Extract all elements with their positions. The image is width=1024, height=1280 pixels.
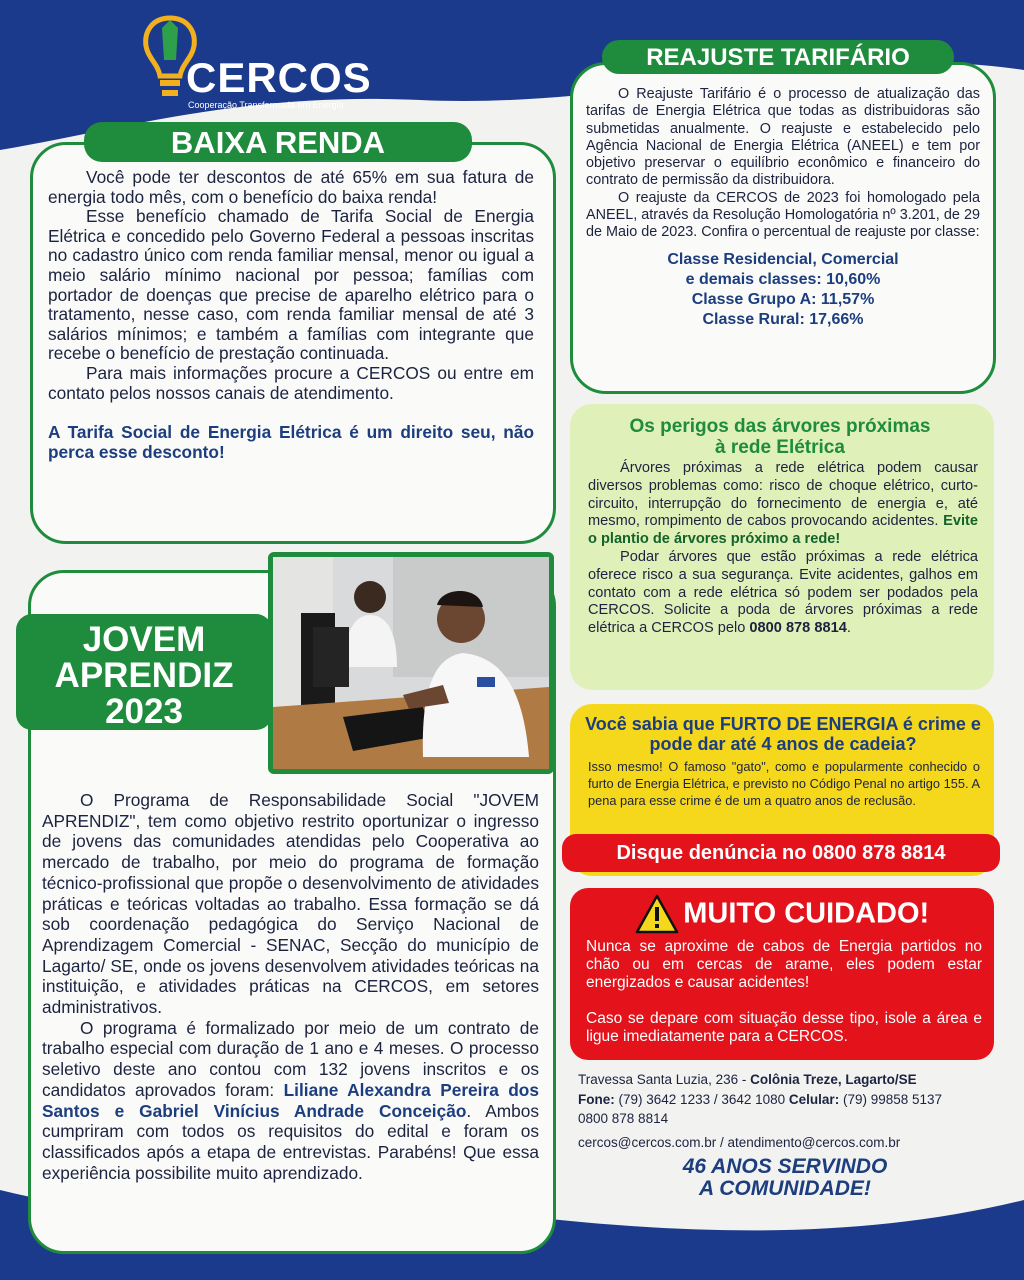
baixa-renda-title: BAIXA RENDA: [84, 122, 472, 162]
jovem-title-line3: 2023: [105, 692, 183, 731]
jovem-p1: O Programa de Responsabilidade Social "JOVEM APRENDIZ", tem como objetivo restrito oportunizar o ingresso de jovens das comunidades atendidas pelo Cooperativa ao mercado de trabalho, por meio do programa de formação técnico-profissional que propõe o desenvolvimento de atividades práticas e teóricas voltadas ao trabalho. Essa formação se dá sob coordenação pedagógica do Serviço Nacional de Aprendizagem Comercial - SENAC, Secção do município de Lagarto/ SE, onde os jovens desenvolvem atividades teóricas na instituição, e atividades práticas na CERCOS, em setores administrativos.: [42, 790, 539, 1018]
contact-emails: cercos@cercos.com.br / atendimento@cercos.com.br: [578, 1134, 901, 1150]
arvores-p2: [588, 549, 978, 638]
warning-icon: [635, 894, 679, 934]
arvores-title-line2: à rede Elétrica: [715, 437, 845, 458]
jovem-text: [42, 790, 539, 1183]
contact-cell-label: Celular:: [788, 1091, 840, 1107]
contact-tollfree: 0800 878 8814: [578, 1111, 669, 1126]
furto-text: Isso mesmo! O famoso "gato", como e popularmente conhecido o furto de Energia Elétrica, e previsto no Código Penal no artigo 155. A pena para esse crime é de um a quatro anos de reclusão.: [588, 759, 980, 808]
jovem-p2-end: . Ambos cumpriram com todos os requisitos do edital e foram os classificados após a etapa de entrevistas. Parabéns! Que essa experiência possibilite muito aprendizado.: [42, 1100, 539, 1183]
reajuste-p2: O reajuste da CERCOS de 2023 foi homologado pela ANEEL, através da Resolução Homologatória nº 3.201, de 29 de Maio de 2023. Confira o percentual de reajuste por classe:: [586, 189, 980, 241]
slogan: [570, 1156, 1000, 1200]
jovem-title-line2: APRENDIZ: [54, 656, 234, 695]
cuidado-text: [586, 938, 982, 1046]
cuidado-header: [570, 894, 994, 934]
cuidado-p2: Caso se depare com situação desse tipo, isole a área e ligue imediatamente para a CERCOS.: [586, 1010, 982, 1045]
contact-phones: [578, 1090, 998, 1110]
contact-address-street: Travessa Santa Luzia, 236 -: [578, 1072, 747, 1087]
cuidado-p1: Nunca se aproxime de cabos de Energia partidos no chão ou em cercas de arame, eles podem estar energizados e causar acidentes!: [586, 938, 982, 991]
reajuste-title: REAJUSTE TARIFÁRIO: [602, 40, 954, 74]
baixa-renda-p1: Você pode ter descontos de até 65% em sua fatura de energia todo mês, com o benefício do baixa renda!: [48, 167, 534, 207]
arvores-p2-end: .: [846, 620, 851, 637]
contact-address: [578, 1070, 998, 1090]
baixa-renda-highlight: A Tarifa Social de Energia Elétrica é um direito seu, não perca esse desconto!: [48, 422, 534, 462]
brand-name: CERCOS: [186, 54, 372, 101]
arvores-p2-text: Podar árvores que estão próximas a rede elétrica oferece risco a sua segurança. Evite acidentes, galhos em contato com a rede elétrica só podem ser podados pela CERCOS. Solicite a poda de árvores próximas a rede elétrica a CERCOS pelo: [588, 548, 978, 637]
arvores-text: [588, 460, 978, 638]
arvores-title: [570, 416, 990, 458]
jovem-photo: [268, 552, 554, 774]
contact-block: [578, 1070, 998, 1152]
slogan-line2: A COMUNIDADE!: [699, 1177, 871, 1200]
reajuste-rates: [586, 250, 980, 330]
jovem-title-line1: JOVEM: [82, 620, 206, 659]
slogan-line1: 46 ANOS SERVINDO: [682, 1155, 888, 1178]
contact-phone-numbers: (79) 3642 1233 / 3642 1080: [618, 1091, 786, 1107]
contact-phone-label: Fone:: [578, 1091, 615, 1107]
reajuste-rate-4: Classe Rural: 17,66%: [702, 310, 864, 328]
reajuste-rate-1: Classe Residencial, Comercial: [667, 250, 899, 268]
baixa-renda-p2: Esse benefício chamado de Tarifa Social de Energia Elétrica e concedido pelo Governo Federal a pessoas inscritas no cadastro único com renda familiar mensal, menor ou igual a meio salário mínimo nacional por pessoa; famílias com portador de doenças que precise de aparelho elétrico para o tratamento, nesse caso, com renda familiar mensal de até 3 salários mínimos; e também a famílias com integrante que recebe o benefício de prestação continuada.: [48, 206, 534, 364]
reajuste-text: [586, 86, 980, 330]
arvores-p2-phone: 0800 878 8814: [749, 620, 847, 637]
contact-address-city: Colônia Treze, Lagarto/SE: [750, 1072, 917, 1087]
arvores-p1-bold: Evite o plantio de árvores próximo a rede!: [588, 513, 978, 548]
jovem-p2-names: Liliane Alexandra Pereira dos Santos e Gabriel Vinícius Andrade Conceição: [42, 1079, 539, 1121]
furto-cta: Disque denúncia no 0800 878 8814: [562, 834, 1000, 872]
arvores-p1: [588, 460, 978, 549]
jovem-p2: [42, 1018, 539, 1184]
jovem-title-block: [16, 614, 272, 730]
reajuste-rate-3: Classe Grupo A: 11,57%: [691, 290, 875, 308]
baixa-renda-text: [48, 168, 534, 462]
cuidado-title: MUITO CUIDADO!: [683, 897, 930, 930]
office-photo-illustration: [273, 557, 549, 769]
furto-title: Você sabia que FURTO DE ENERGIA é crime e pode dar até 4 anos de cadeia?: [585, 714, 981, 754]
arvores-p1-text: Árvores próximas a rede elétrica podem causar diversos problemas como: risco de choque elétrico, curto-circuito, interrupção do fornecimento de energia e, até mesmo, rompimento de cabos provocando acidentes.: [588, 460, 978, 530]
arvores-title-line1: Os perigos das árvores próximas: [629, 416, 931, 437]
logo: [140, 14, 370, 109]
jovem-p2-text: O programa é formalizado por meio de um contrato de trabalho especial com duração de 1 ano e 4 meses. O processo seletivo deste ano contou com 132 jovens inscritos e os candidatos aprovados foram:: [42, 1017, 539, 1100]
contact-cell-number: (79) 99858 5137: [842, 1091, 943, 1107]
baixa-renda-p3: Para mais informações procure a CERCOS ou entre em contato pelos nossos canais de atendimento.: [48, 362, 534, 403]
reajuste-rate-2: e demais classes: 10,60%: [685, 270, 881, 288]
brand-tagline: Cooperação Transformada em Energia: [188, 100, 344, 110]
reajuste-p1: O Reajuste Tarifário é o processo de atualização das tarifas de Energia Elétrica que todas as distribuidoras são submetidas anualmente. O reajuste e estabelecido pelo Agência Nacional de Energia Elétrica (ANEEL) e tem por objetivo preservar o equilíbrio econômico e financeiro do contrato de permissão da distribuidora.: [586, 86, 980, 189]
